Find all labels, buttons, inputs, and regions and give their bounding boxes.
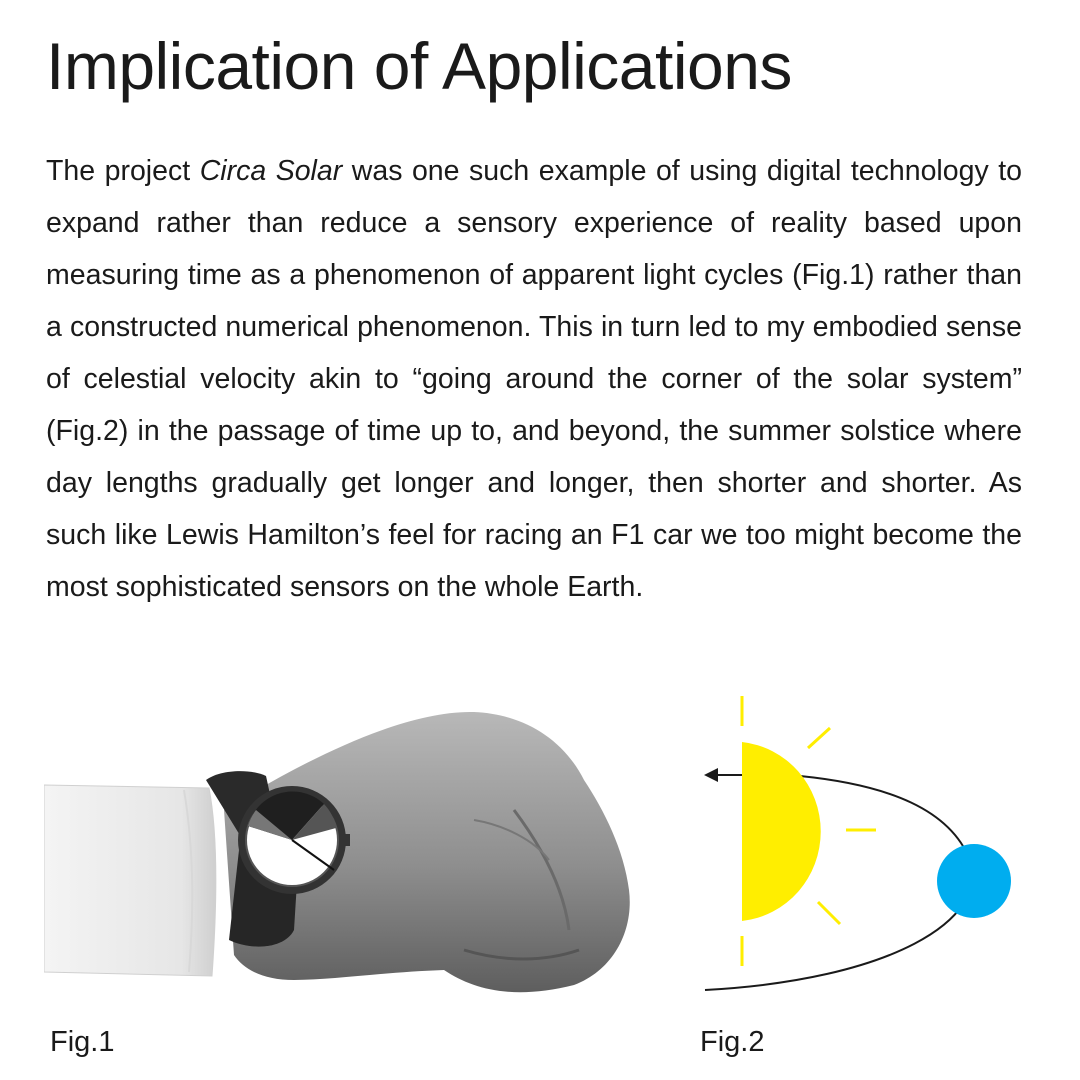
earth-icon: [937, 844, 1011, 918]
body-paragraph: [46, 145, 1022, 613]
fig2-caption: Fig.2: [700, 1026, 765, 1058]
sun-ray: [818, 902, 840, 924]
fig1-caption: Fig.1: [50, 1026, 115, 1058]
wristwatch-illustration: [44, 700, 664, 1010]
paragraph-rest: was one such example of using digital technology to expand rather than reduce a sensory experience of reality based upon measuring time as a phenomenon of apparent light cycles (Fig.1) rather than a constructed numerical phenomenon. This in turn led to my embodied sense of celestial velocity akin to “going around the corner of the solar system” (Fig.2) in the passage of time up to, and beyond, the summer solstice where day lengths gradually get longer and longer, then shorter and shorter. As such like Lewis Hamilton’s feel for racing an F1 car we too might become the most sophisticated sensors on the whole Earth.: [46, 155, 1022, 603]
page-title: Implication of Applications: [46, 29, 792, 103]
paragraph-start: The project: [46, 155, 200, 187]
sun-ray: [808, 728, 830, 748]
arrow-head-icon: [704, 768, 718, 782]
sun-icon: [742, 742, 821, 921]
sun-earth-orbit-diagram: [690, 690, 1030, 1010]
project-name: Circa Solar: [199, 155, 343, 187]
